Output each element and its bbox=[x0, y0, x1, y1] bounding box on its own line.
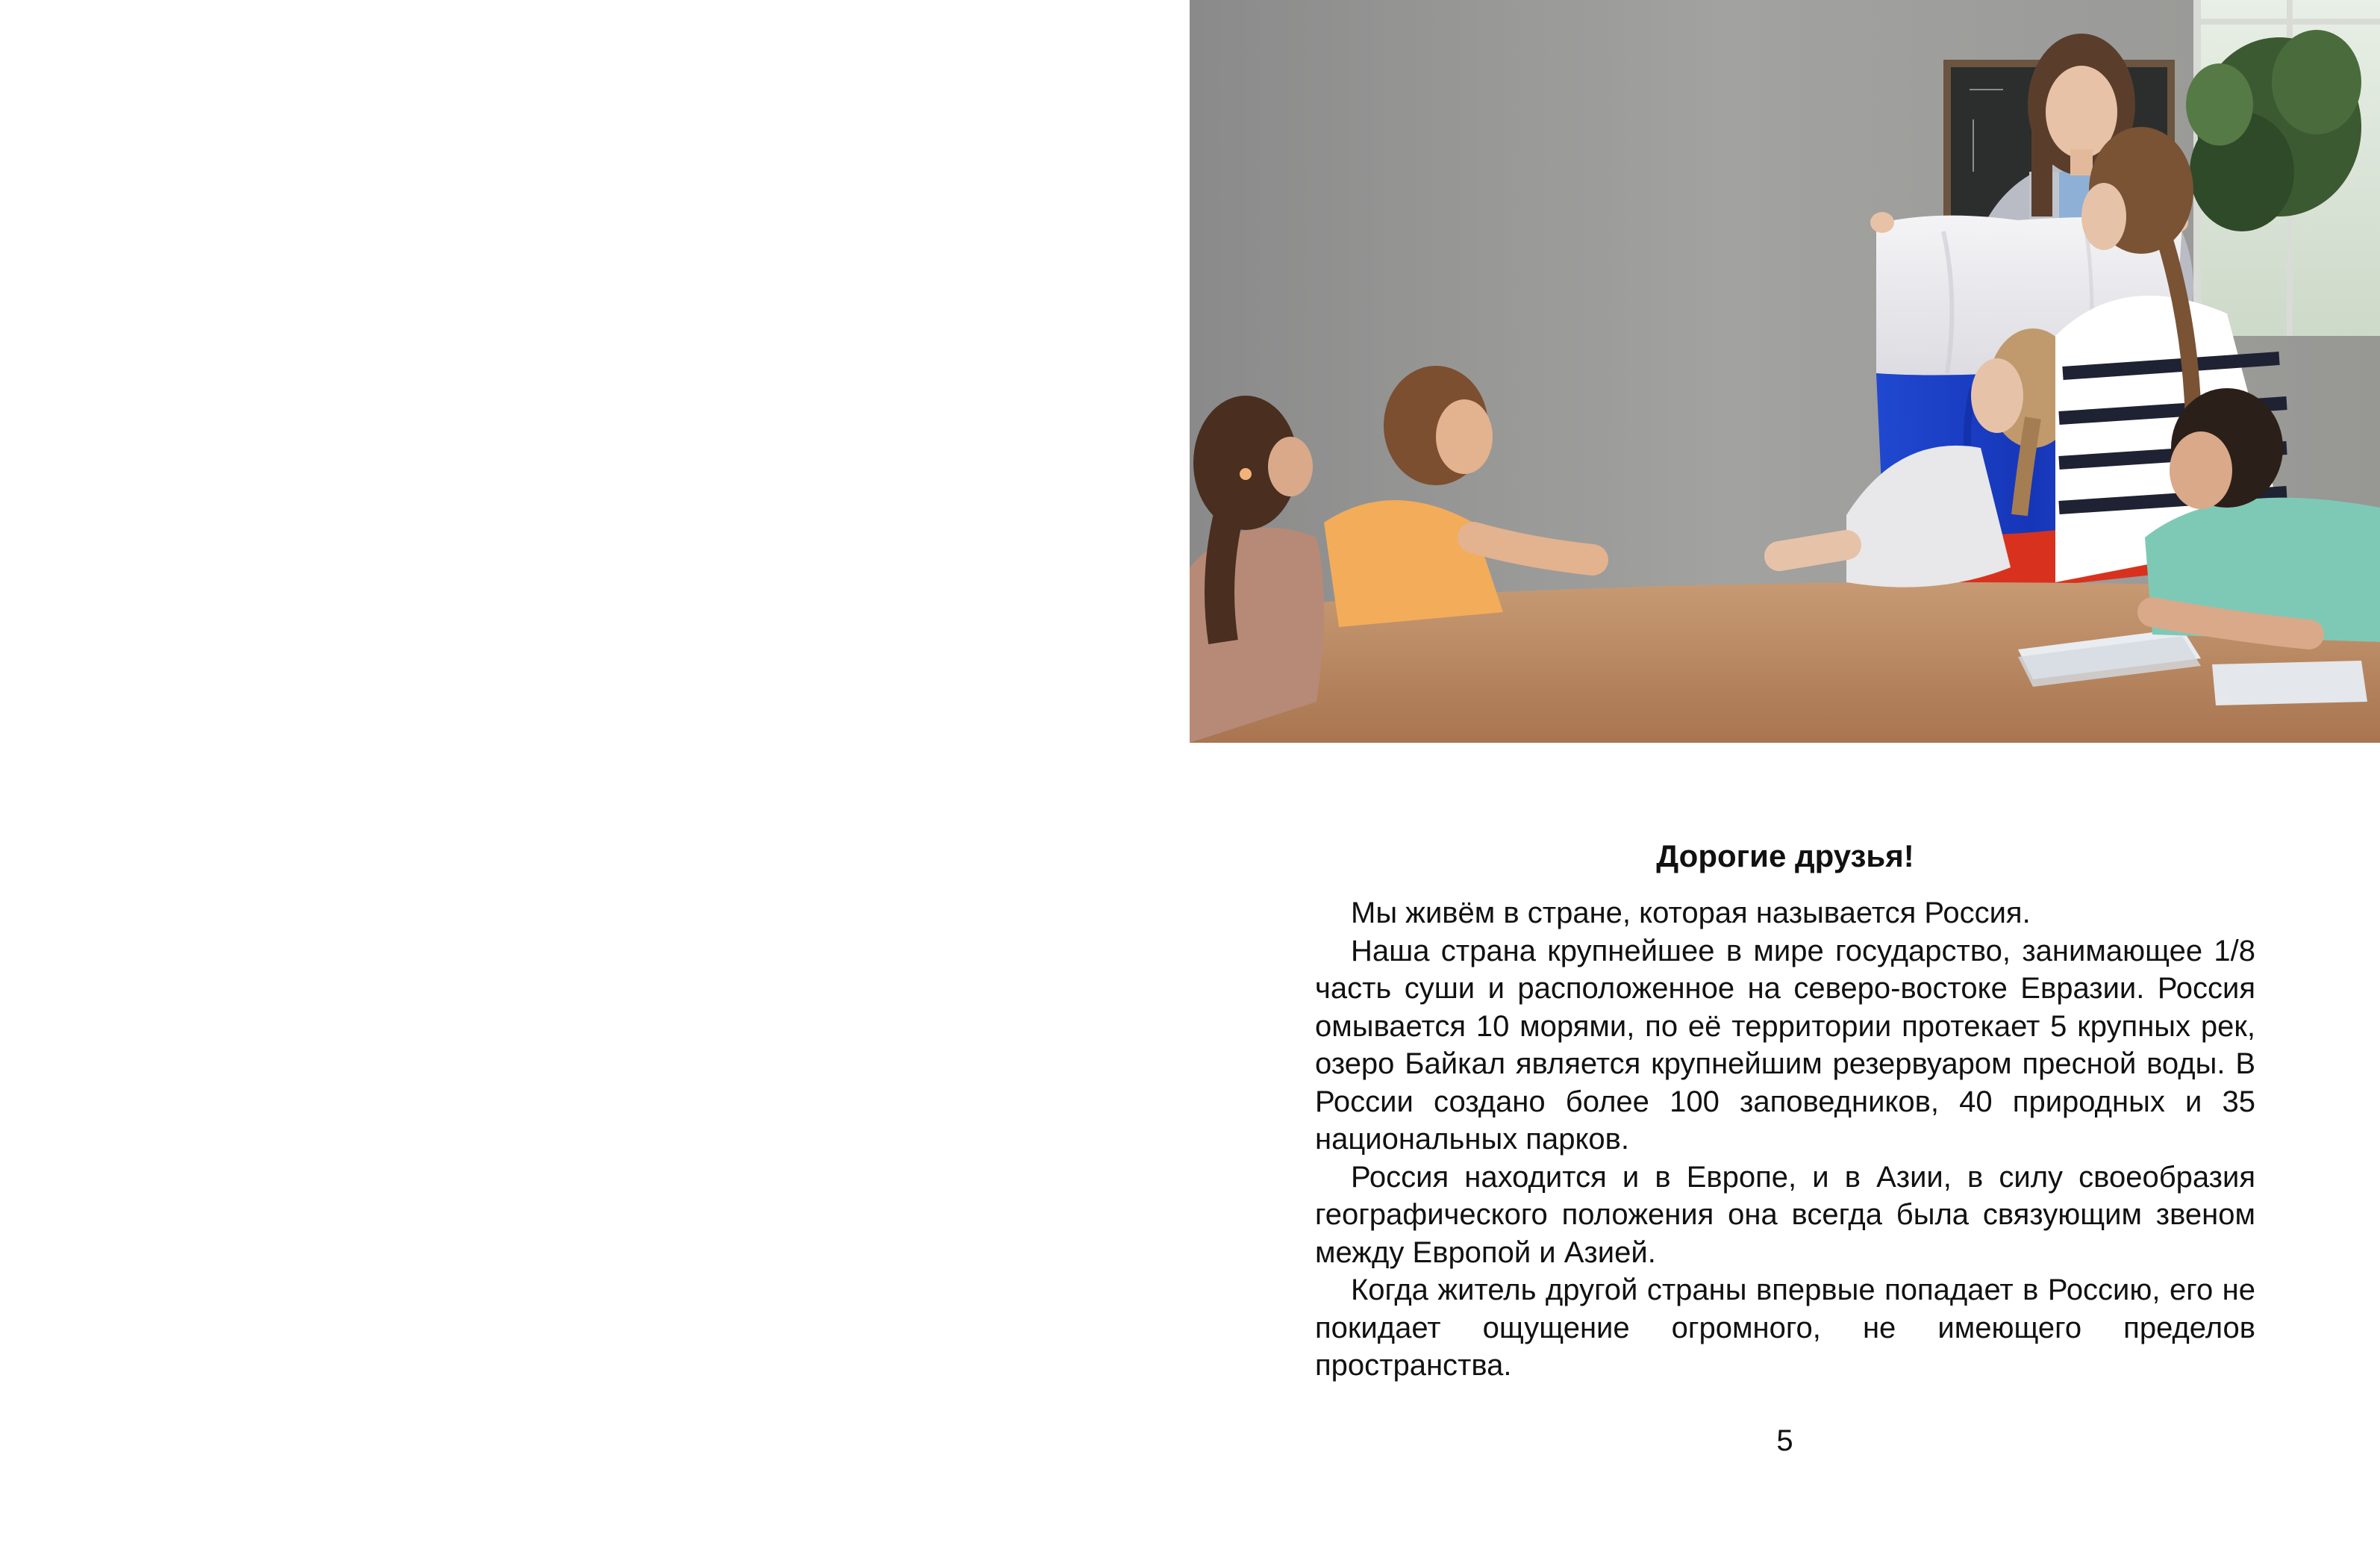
right-page bbox=[1190, 0, 2380, 1543]
classroom-flag-photo bbox=[1190, 0, 2380, 743]
child-girl-left bbox=[1190, 396, 1324, 743]
paragraph: Россия находится и в Европе, и в Азии, в силу своеобразия географического положения она всегда была связующим звеном между Европой и Азией. bbox=[1315, 1160, 2255, 1269]
paragraph: Мы живём в стране, которая называется Россия. bbox=[1351, 897, 2031, 929]
paragraph: Когда житель другой страны впервые попадает в Россию, его не покидает ощущение огромного, не имеющего пределов пространства. bbox=[1315, 1274, 2255, 1382]
paragraph: Наша страна крупнейшее в мире государство, занимающее 1/8 часть суши и расположенное на северо-востоке Евразии. Россия омывается 10 морями, по её территории протекает 5 крупных рек, озеро Байкал является крупнейшим резервуаром пресной воды. В России создано более 100 заповедников, 40 природных и 35 национальных парков. bbox=[1315, 934, 2255, 1156]
page-heading: Дорогие друзья! bbox=[1656, 838, 1914, 873]
photo-illustration bbox=[1190, 0, 2380, 743]
page-number: 5 bbox=[1776, 1424, 1793, 1457]
text-block bbox=[1315, 838, 2255, 1385]
